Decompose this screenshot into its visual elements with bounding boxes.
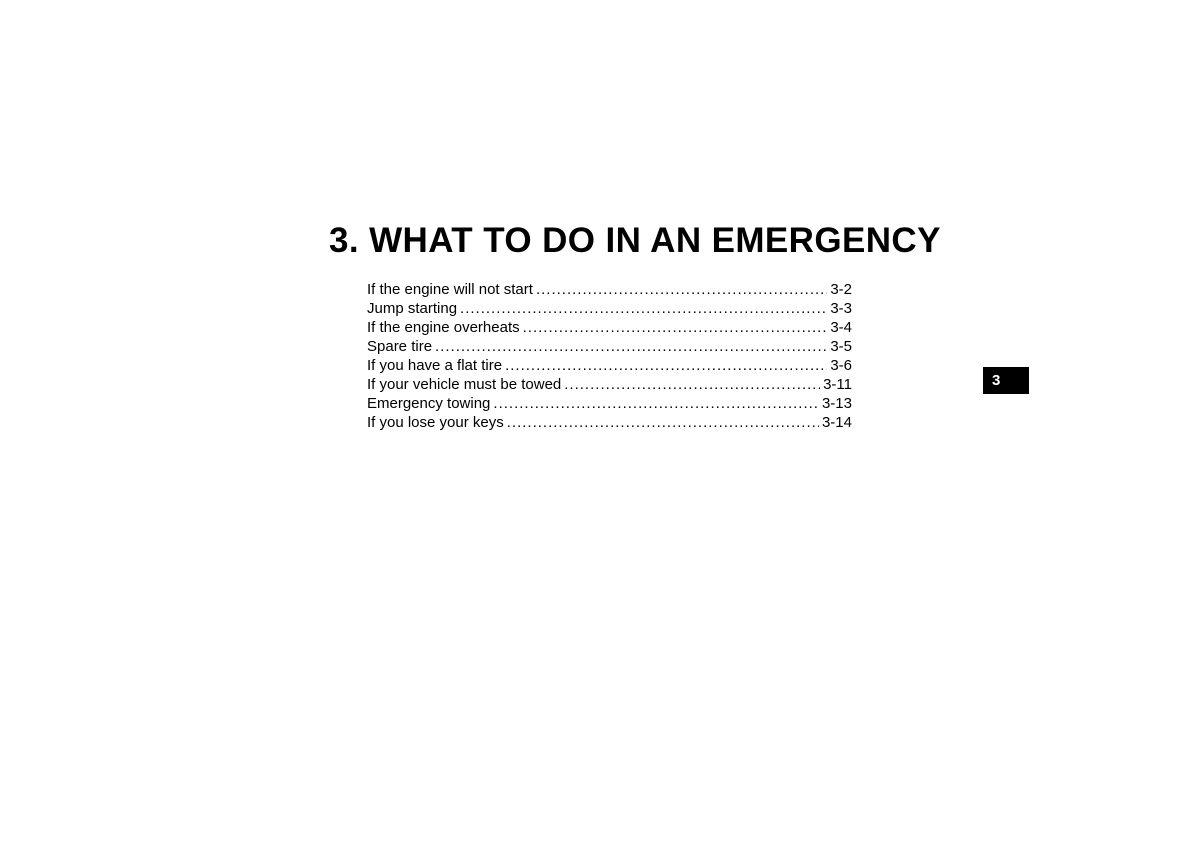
toc-entry-page: 3-6 [830,357,852,374]
toc-entry[interactable] [367,375,852,394]
toc-dot-leader [493,394,819,413]
toc-entry[interactable] [367,394,852,413]
toc-entry[interactable] [367,337,852,356]
toc-dot-leader [435,337,827,356]
table-of-contents [367,280,852,432]
toc-entry-page: 3-2 [830,281,852,298]
toc-dot-leader [505,356,827,375]
toc-dot-leader [536,280,827,299]
toc-entry[interactable] [367,318,852,337]
toc-entry-label: If the engine overheats [367,319,520,336]
toc-entry-page: 3-4 [830,319,852,336]
toc-entry-label: If your vehicle must be towed [367,376,562,393]
toc-dot-leader [564,375,820,394]
toc-entry-label: If you have a flat tire [367,357,503,374]
toc-dot-leader [460,299,827,318]
toc-entry-label: Emergency towing [367,395,491,412]
toc-entry-label: Spare tire [367,338,433,355]
toc-entry[interactable] [367,413,852,432]
toc-entry[interactable] [367,299,852,318]
toc-entry-label: If the engine will not start [367,281,533,298]
chapter-title: 3. WHAT TO DO IN AN EMERGENCY [329,221,941,260]
toc-entry[interactable] [367,356,852,375]
toc-entry-label: Jump starting [367,300,458,317]
toc-entry-page: 3-13 [821,395,852,412]
toc-entry[interactable] [367,280,852,299]
chapter-tab[interactable]: 3 [983,367,1029,394]
toc-entry-page: 3-14 [821,414,852,431]
toc-entry-page: 3-3 [830,300,852,317]
toc-dot-leader [507,413,819,432]
toc-dot-leader [523,318,828,337]
toc-entry-page: 3-11 [823,376,852,393]
toc-entry-label: If you lose your keys [367,414,504,431]
toc-entry-page: 3-5 [830,338,852,355]
